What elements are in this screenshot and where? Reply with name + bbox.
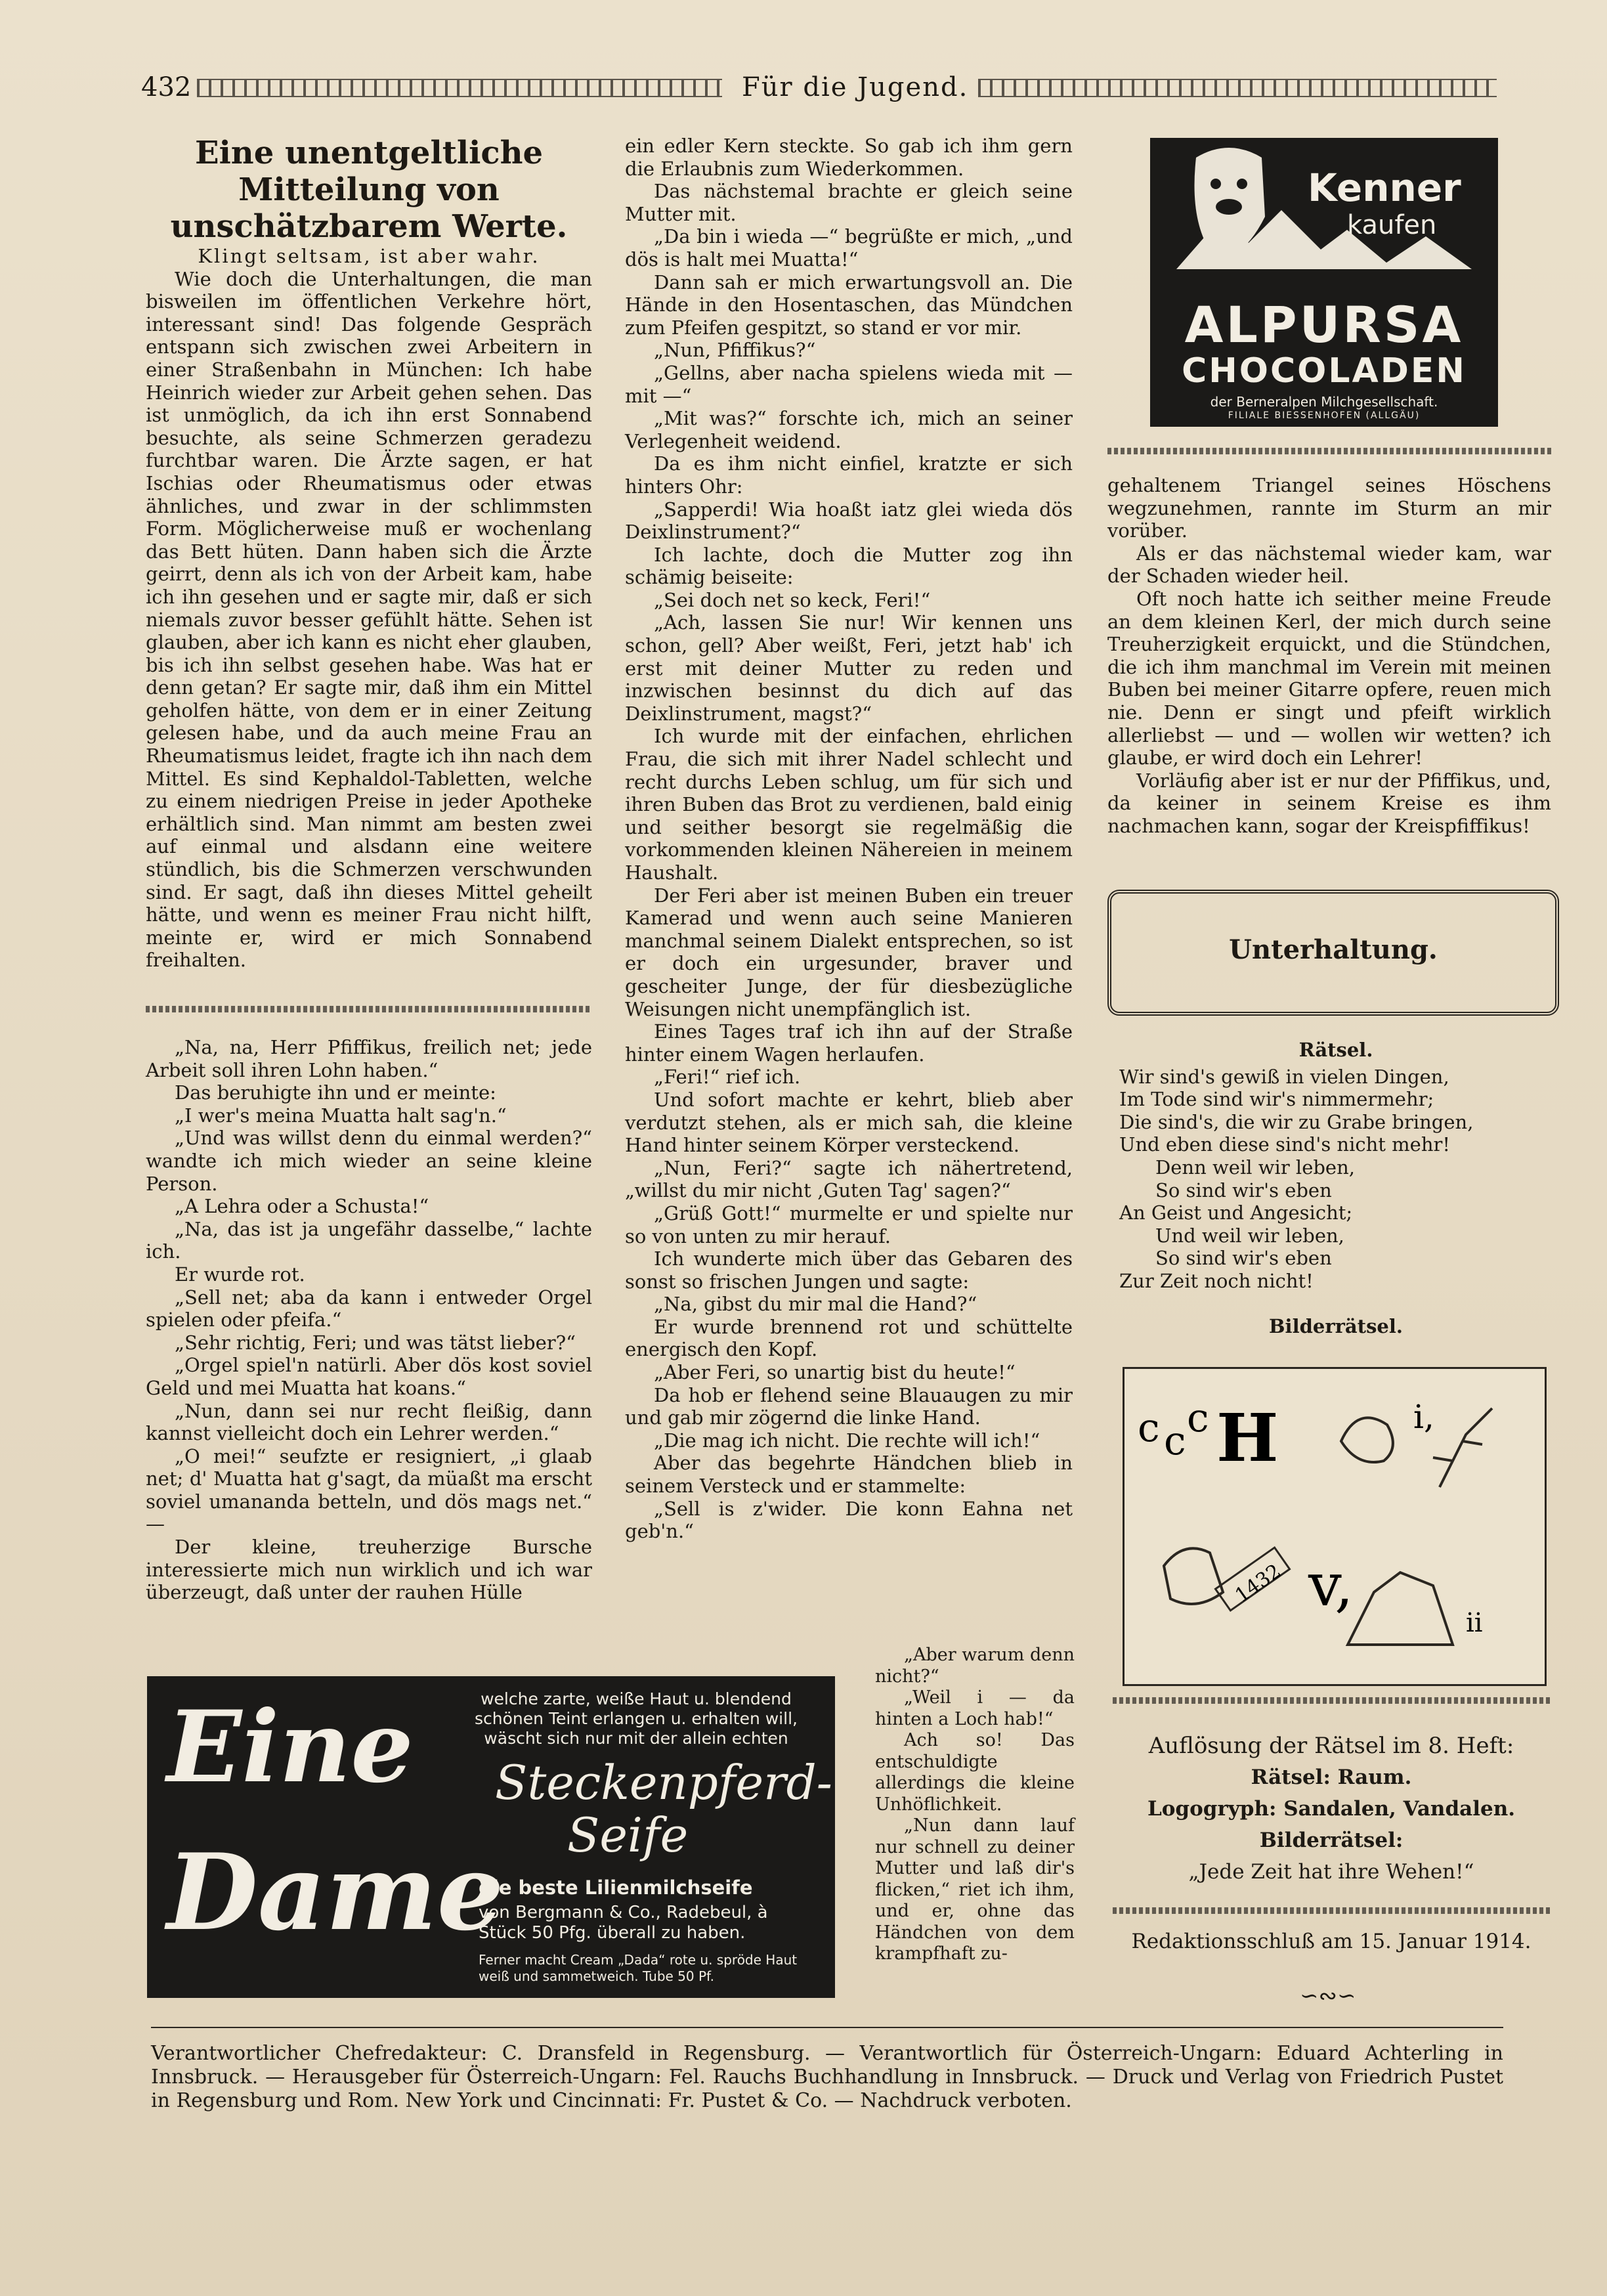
story-paragraph: „Sell net; aba da kann i entweder Orgel spielen oder pfeifa.“ <box>146 1286 592 1332</box>
solution-bild: „Jede Zeit hat ihre Wehen!“ <box>1188 1860 1474 1884</box>
story-paragraph: „Weil i — da hinten a Loch hab!“ <box>875 1687 1075 1729</box>
solutions-title: Auflösung der Rätsel im 8. Heft: <box>1148 1733 1514 1759</box>
story-paragraph: „I wer's meina Muatta halt sag'n.“ <box>175 1104 507 1127</box>
riddle-line: Wir sind's gewiß in vielen Dingen, <box>1119 1065 1449 1088</box>
separator-dots <box>1107 448 1551 454</box>
article-body: Wie doch die Unterhaltungen, die man bisweilen im öffentlichen Verkehre hört, interessant sind! Das folgende Gespräch entspann sich zwischen zwei Arbeitern in einer Straßenbahn in München: Ich habe Heinrich wieder zur Arbeit gehen sehen. Das ist unmöglich, da ich ihn erst Sonnabend besuchte, als seine Schmerzen geradezu furchtbar waren. Die Ärzte sagen, er hat Ischias oder Rheumatismus oder etwas ähnliches, und zwar in der schlimmsten Form. Möglicherweise muß er wochenlang das Bett hüten. Dann haben sich die Ärzte geirrt, denn als ich von der Arbeit kam, habe ich ihn gesehen und er sagte mir, daß er sich niemals zuvor besser gefühlt hätte. Sehen ist glauben, aber ich kann es nicht eher glauben, bis ich ihn selbst gesehen habe. Was hat er denn getan? Er sagte mir, daß ihm ein Mittel geholfen hätte, von dem er in einer Zeitung gelesen habe, und da auch meine Frau an Rheumatismus leidet, fragte ich ihn nach dem Mittel. Es sind Kephaldol-Tabletten, welche zu einem niedrigen Preise in jeder Apotheke erhältlich sind. Man nimmt am besten zwei auf einmal und alsdann eine weitere stündlich, bis die Schmerzen verschwunden sind. Er sagt, daß ihn dieses Mittel geheilt hätte, und wenn es meiner Frau nicht hilft, meinte er, wird er mich Sonnabend freihalten. <box>146 267 592 972</box>
story-paragraph: Er wurde rot. <box>175 1263 305 1286</box>
ad-kenner-text: Kenner <box>1308 165 1461 210</box>
advertorial-column <box>146 135 592 972</box>
ad-product-text: die beste Lilienmilchseife <box>479 1876 753 1899</box>
story-paragraph: Der Feri aber ist meinen Buben ein treuer Kamerad und wenn auch seine Manieren manchmal seinem Dialekt entsprechen, so ist er doch ein urgesunder, braver und gescheiter Junge, der für diesbezügliche Weisungen nicht unempfänglich ist. <box>625 884 1073 1020</box>
rebus-glyph: 1432 <box>1231 1559 1285 1608</box>
story-paragraph: „Nun, Feri?“ sagte ich nähertretend, „willst du mir nicht ‚Guten Tag' sagen?“ <box>625 1156 1073 1202</box>
rebus-glyph: ii <box>1466 1608 1483 1638</box>
rebus-glyph: H <box>1216 1399 1279 1477</box>
solution-raetsel: Rätsel: Raum. <box>1251 1765 1412 1789</box>
story-paragraph: Er wurde brennend rot und schüttelte energisch den Kopf. <box>625 1315 1073 1361</box>
riddle-line: Im Tode sind wir's nimmermehr; <box>1119 1088 1434 1111</box>
story-paragraph: Und sofort machte er kehrt, blieb aber verdutzt stehen, als er mich sah, die kleine Hand hinter seinem Körper versteckend. <box>625 1088 1073 1157</box>
story-paragraph: „Sehr richtig, Feri; und was tätst lieber?“ <box>175 1331 576 1354</box>
section-header-box <box>1107 890 1559 1016</box>
story-paragraph: Oft noch hatte ich seither meine Freude an dem kleinen Kerl, der mich durch seine Treuherzigkeit erquickt, und die Stündchen, die ich ihm manchmal im Verein mit meinen Buben bei meiner Gitarre opfere, reuen mich nie. Denn er singt und pfeift wirklich allerliebst — und — wollen wir wetten? ich glaube, er wird doch ein Lehrer! <box>1107 587 1551 769</box>
ad-branch: FILIALE BIESSENHOFEN (ALLGÄU) <box>1228 410 1421 421</box>
story-paragraph: „Grüß Gott!“ murmelte er und spielte nur so von unten zu mir herauf. <box>625 1202 1073 1247</box>
story-paragraph: „Nun, dann sei nur recht fleißig, dann kannst vielleicht doch ein Lehrer werden.“ <box>146 1399 592 1445</box>
rebus-glyph: c <box>1138 1405 1160 1451</box>
story-paragraph: „Aber warum denn nicht?“ <box>875 1645 1075 1687</box>
ad-cream-text: Ferner macht Cream „Dada“ rote u. spröde Haut weiß und sammetweich. Tube 50 Pf. <box>479 1952 798 1984</box>
story-paragraph: „Ach, lassen Sie nur! Wir kennen uns schon, gell? Aber weißt, Feri, jetzt hab' ich erst mit deiner Mutter zu reden und inzwischen besinnst du dich auf das Deixlinstrument, magst?“ <box>625 611 1073 725</box>
story-paragraph: Ich wurde mit der einfachen, ehrlichen Frau, die sich mit ihrer Nadel schlecht und recht durchs Leben schlug, um für sich und ihren Buben das Brot zu verdienen, bald einig und seither besorgt sie regelmäßig die vorkommenden kleinen Nähereien in meinem Haushalt. <box>625 725 1073 884</box>
ad-intro-text: welche zarte, weiße Haut u. blendend schönen Teint erlangen u. erhalten will, wäscht sich nur mit der allein echten <box>475 1689 798 1748</box>
story-paragraph: „Na, na, Herr Pfiffikus, freilich net; jede Arbeit soll ihren Lohn haben.“ <box>146 1036 592 1081</box>
footer-rule <box>151 2027 1503 2028</box>
ad-kaufen-text: kaufen <box>1347 210 1437 240</box>
header-ornament-left <box>197 79 722 97</box>
riddle-line: Und weil wir leben, <box>1155 1224 1344 1247</box>
ad-tagline: der Berneralpen Milchgesellschaft. <box>1210 394 1438 410</box>
story-paragraph: „O mei!“ seufzte er resigniert, „i glaab net; d' Muatta hat g'sagt, da müaßt ma erscht soviel umananda betteln, und dös mags net.“ — <box>146 1444 592 1536</box>
rebus-glyph: v, <box>1308 1551 1354 1620</box>
story-paragraph: „Nun dann lauf nur schnell zu deiner Mutter und laß dir's flicken,“ riet ich ihm, und er, ohne das Händchen von dem krampfhaft zu- <box>875 1815 1075 1964</box>
riddle-block <box>1119 1039 1553 1337</box>
riddle-title: Rätsel. <box>1298 1039 1373 1061</box>
story-paragraph: „Und was willst denn du einmal werden?“ wandte ich mich wieder an seine kleine Person. <box>146 1127 592 1195</box>
story-paragraph: „Na, gibst du mir mal die Hand?“ <box>654 1293 977 1316</box>
story-paragraph: „Aber Feri, so unartig bist du heute!“ <box>654 1361 1016 1384</box>
story-paragraph: „Gellns, aber nacha spielens wieda mit — mit —“ <box>625 361 1073 407</box>
riddle-line: So sind wir's eben <box>1155 1247 1332 1270</box>
story-column-2 <box>625 135 1073 1543</box>
separator-dots <box>1113 1697 1550 1704</box>
header-ornament-right <box>978 79 1497 97</box>
story-paragraph: „Mit was?“ forschte ich, mich an seiner Verlegenheit weidend. <box>625 407 1073 452</box>
story-paragraph: „Orgel spiel'n natürli. Aber dös kost soviel Geld und mei Muatta hat koans.“ <box>146 1354 592 1399</box>
story-paragraph: „Sei doch net so keck, Feri!“ <box>654 588 931 611</box>
imprint-footer: Verantwortlicher Chefredakteur: C. Dransfeld in Regensburg. — Verantwortlich für Österreich-Ungarn: Eduard Achterling in Innsbruck. — Herausgeber für Österreich-Ungarn: Fel. Rauchs Buchhandlung in Innsbruck. — Druck und Verlag von Friedrich Pustet in Regensburg und Rom. New York und Cincinnati: Fr. Pustet & Co. — Nachdruck verboten. <box>151 2042 1503 2112</box>
story-paragraph: „Nun, Pfiffikus?“ <box>654 339 816 362</box>
rebus-glyph: c <box>1164 1418 1186 1464</box>
rebus-rocks <box>1348 1572 1453 1645</box>
section-title: Unterhaltung. <box>1229 934 1438 965</box>
story-paragraph: „Feri!“ rief ich. <box>654 1066 801 1089</box>
rebus-branch <box>1433 1408 1492 1487</box>
story-column-1 <box>146 1036 592 1604</box>
solution-bild-title: Bilderrätsel: <box>1259 1829 1403 1852</box>
ad-eine-text: Eine <box>167 1689 414 1805</box>
picture-riddle-title: Bilderrätsel. <box>1269 1314 1403 1337</box>
story-paragraph: „A Lehra oder a Schusta!“ <box>175 1195 429 1218</box>
riddle-line: Die sind's, die wir zu Grabe bringen, <box>1119 1110 1474 1133</box>
rebus-glyph: c <box>1187 1395 1209 1441</box>
rebus-mountain <box>1341 1418 1393 1462</box>
solution-logogryph: Logogryph: Sandalen, Vandalen. <box>1147 1797 1516 1821</box>
story-paragraph: Der kleine, treuherzige Bursche interessierte mich nun wirklich und ich war überzeugt, daß unter der rauhen Hülle <box>146 1536 592 1604</box>
editorial-closing: Redaktionsschluß am 15. Januar 1914. <box>1131 1930 1532 1953</box>
rebus-drawing <box>1125 1369 1545 1684</box>
story-paragraph: Ich wunderte mich über das Gebaren des sonst so frischen Jungen und sagte: <box>625 1247 1073 1293</box>
riddle-line: So sind wir's eben <box>1155 1179 1332 1202</box>
story-paragraph: „Na, das ist ja ungefähr dasselbe,“ lachte ich. <box>146 1217 592 1263</box>
story-paragraph: gehaltenem Triangel seines Höschens wegzunehmen, rannte im Sturm an mir vorüber. <box>1107 474 1551 542</box>
ad-maker-text: von Bergmann & Co., Radebeul, à Stück 50 Pfg. überall zu haben. <box>479 1903 768 1943</box>
page-number: 432 <box>141 72 192 102</box>
story-paragraph: Da es ihm nicht einfiel, kratzte er sich hinters Ohr: <box>625 452 1073 498</box>
story-column-3 <box>1107 474 1551 838</box>
story-paragraph: Das beruhigte ihn und er meinte: <box>175 1081 496 1104</box>
story-paragraph: Eines Tages traf ich ihn auf der Straße hinter einem Wagen herlaufen. <box>625 1020 1073 1066</box>
rebus-hand <box>1164 1548 1223 1604</box>
story-paragraph: Vorläufig aber ist er nur der Pfiffikus, und, da keiner in seinem Kreise es ihm nachmachen kann, sogar der Kreispfiffikus! <box>1107 769 1551 837</box>
picture-riddle-image <box>1123 1367 1547 1686</box>
story-paragraph: Als er das nächstemal wieder kam, war der Schaden wieder heil. <box>1107 542 1551 588</box>
story-paragraph: Dann sah er mich erwartungsvoll an. Die Hände in den Hosentaschen, das Mündchen zum Pfeifen gespitzt, so stand er vor mir. <box>625 271 1073 339</box>
article-subtitle: Klingt seltsam, ist aber wahr. <box>198 245 540 267</box>
article-title: Eine unentgeltliche Mitteilung von unschätzbarem Werte. <box>170 135 568 245</box>
ad-brand-line2: Seife <box>567 1808 689 1863</box>
alpursa-chocolate-ad <box>1150 138 1498 427</box>
story-paragraph: Ach so! Das entschuldigte allerdings die kleine Unhöflichkeit. <box>875 1730 1075 1815</box>
story-paragraph: „Da bin i wieda —“ begrüßte er mich, „und dös is halt mei Muatta!“ <box>625 225 1073 271</box>
separator-dots <box>146 1006 592 1012</box>
story-column-2-narrow <box>875 1645 1075 1965</box>
story-paragraph: „Sell is z'wider. Die konn Eahna net geb'n.“ <box>625 1497 1073 1543</box>
story-paragraph: ein edler Kern steckte. So gab ich ihm gern die Erlaubnis zum Wiederkommen. <box>625 135 1073 180</box>
ad-product: CHOCOLADEN <box>1182 351 1467 391</box>
separator-dots <box>1113 1907 1550 1914</box>
ad-dame-text: Dame <box>167 1830 504 1954</box>
story-paragraph: Aber das begehrte Händchen blieb in seinem Versteck und er stammelte: <box>625 1452 1073 1498</box>
story-paragraph: Das nächstemal brachte er gleich seine Mutter mit. <box>625 180 1073 225</box>
story-paragraph: „Die mag ich nicht. Die rechte will ich!“ <box>654 1429 1040 1452</box>
riddle-line: An Geist und Angesicht; <box>1119 1202 1353 1224</box>
solutions-block <box>1109 1730 1553 1888</box>
riddle-line: Zur Zeit noch nicht! <box>1119 1269 1314 1292</box>
end-flourish-icon: ∽∾∽ <box>1300 1983 1356 2009</box>
story-paragraph: Da hob er flehend seine Blauaugen zu mir und gab mir zögernd die linke Hand. <box>625 1383 1073 1429</box>
story-paragraph: Ich lachte, doch die Mutter zog ihn schämig beiseite: <box>625 543 1073 589</box>
riddle-line: Denn weil wir leben, <box>1155 1156 1355 1179</box>
rebus-glyph: i, <box>1413 1398 1434 1436</box>
ad-brand-line1: Steckenpferd- <box>495 1755 832 1810</box>
running-title: Für die Jugend. <box>742 72 969 102</box>
riddle-line: Und eben diese sind's nicht mehr! <box>1119 1133 1451 1156</box>
story-paragraph: „Sapperdi! Wia hoaßt iatz glei wieda dös Deixlinstrument?“ <box>625 498 1073 544</box>
steckenpferd-soap-ad <box>147 1676 835 1998</box>
ad-brand: ALPURSA <box>1184 295 1464 354</box>
